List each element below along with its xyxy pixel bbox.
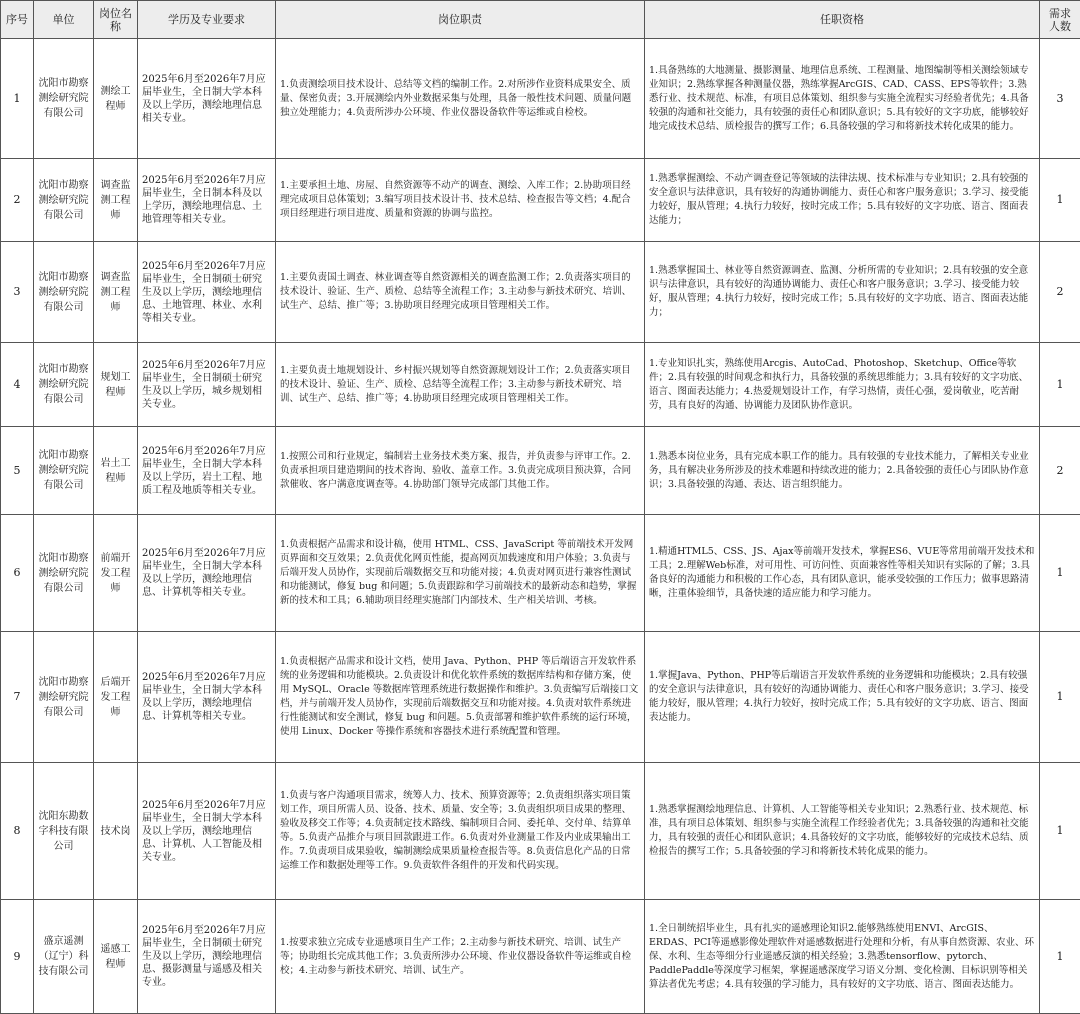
table-row xyxy=(1,343,1080,427)
row-unit: 盛京遥测（辽宁）科技有限公司 xyxy=(34,900,94,1014)
row-number: 4 xyxy=(1,343,34,427)
row-headcount: 3 xyxy=(1040,39,1080,159)
row-number: 7 xyxy=(1,632,34,763)
table-row xyxy=(1,242,1080,343)
row-headcount: 1 xyxy=(1040,632,1080,763)
row-number: 6 xyxy=(1,515,34,632)
row-position: 岩土工程师 xyxy=(94,427,138,515)
row-unit: 沈阳东勘数字科技有限公司 xyxy=(34,763,94,900)
row-duties: 1.负责根据产品需求和设计稿，使用 HTML、CSS、JavaScript 等前端技术开发网页界面和交互效果；2.负责优化网页性能，提高网页加载速度和用户体验；3.负责与后端开发人员协作，实现前后端数据交互和功能对接；4.负责对网页进行兼容性测试和功能测试，修复 bug 和问题；5.负责跟踪和学习前端技术的最新动态和趋势，掌握新的技术和工具；6.辅助项目经理实施部门内部技术、生产相关培训、考核。 xyxy=(276,515,645,632)
header-education: 学历及专业要求 xyxy=(138,1,276,39)
row-education: 2025年6月至2026年7月应届毕业生，全日制硕士研究生及以上学历，测绘地理信息、摄影测量与遥感及相关专业。 xyxy=(138,900,276,1014)
row-number: 5 xyxy=(1,427,34,515)
row-qualifications: 1.熟悉掌握测绘、不动产调查登记等领域的法律法规、技术标准与专业知识；2.具有较强的安全意识与法律意识，具有较好的沟通协调能力、责任心和客户服务意识；3.学习、接受能力较好，服从管理；4.执行力较好，按时完成工作；5.具有较好的文字功底、语言、图面表达能力； xyxy=(645,159,1040,242)
row-education: 2025年6月至2026年7月应届毕业生，全日制硕士研究生及以上学历，测绘地理信息、土地管理、林业、水利等相关专业。 xyxy=(138,242,276,343)
row-education: 2025年6月至2026年7月应届毕业生，全日制大学本科及以上学历，测绘地理信息相关专业。 xyxy=(138,39,276,159)
table-row xyxy=(1,427,1080,515)
row-position: 规划工程师 xyxy=(94,343,138,427)
row-unit: 沈阳市勘察测绘研究院有限公司 xyxy=(34,515,94,632)
row-duties: 1.主要承担土地、房屋、自然资源等不动产的调查、测绘、入库工作；2.协助项目经理完成项目总体策划；3.编写项目技术设计书、技术总结、检查报告等文档；4.配合项目经理进行项目进度、质量和资源的协调与监控。 xyxy=(276,159,645,242)
row-headcount: 2 xyxy=(1040,427,1080,515)
row-unit: 沈阳市勘察测绘研究院有限公司 xyxy=(34,242,94,343)
row-duties: 1.负责测绘项目技术设计、总结等文档的编制工作。2.对所涉作业资料成果安全、质量、保密负责；3.开展测绘内外业数据采集与处理，具备一般性技术问题、质量问题独立处理能力；4.负责所涉办公环境、作业仪器设备软件等运维或自检校。 xyxy=(276,39,645,159)
row-education: 2025年6月至2026年7月应届毕业生，全日制大学本科及以上学历，岩土工程、地质工程及地质等相关专业。 xyxy=(138,427,276,515)
row-education: 2025年6月至2026年7月应届毕业生，全日制大学本科及以上学历，测绘地理信息、计算机等相关专业。 xyxy=(138,632,276,763)
row-qualifications: 1.具备熟练的大地测量、摄影测量、地理信息系统、工程测量、地图编制等相关测绘领域专业知识；2.熟练掌握各种测量仪器，熟练掌握ArcGIS、CAD、CASS、EPS等软件；3.熟悉行业、技术规范、标准，有项目总体策划、组织参与实施全流程实习经验者优先；4.具备较强的沟通和社交能力，具有较强的责任心和团队意识；5.具有较好的文字功底，能够较好地完成技术总结、质检报告的撰写工作；6.具备较强的学习和将新技术转化成果的能力。 xyxy=(645,39,1040,159)
row-headcount: 1 xyxy=(1040,159,1080,242)
row-number: 1 xyxy=(1,39,34,159)
row-unit: 沈阳市勘察测绘研究院有限公司 xyxy=(34,632,94,763)
row-duties: 1.按要求独立完成专业遥感项目生产工作；2.主动参与新技术研究、培训、试生产等；协助组长完成其他工作；3.负责所涉办公环境、作业仪器设备软件等运维或自检校；4.主动参与新技术研究、培训、试生产。 xyxy=(276,900,645,1014)
row-education: 2025年6月至2026年7月应届毕业生，全日制硕士研究生及以上学历，城乡规划相关专业。 xyxy=(138,343,276,427)
header-row xyxy=(1,1,1080,39)
header-unit: 单位 xyxy=(34,1,94,39)
table-row xyxy=(1,515,1080,632)
table-row xyxy=(1,159,1080,242)
row-position: 技术岗 xyxy=(94,763,138,900)
row-education: 2025年6月至2026年7月应届毕业生，全日制大学本科及以上学历，测绘地理信息、计算机、人工智能及相关专业。 xyxy=(138,763,276,900)
row-position: 前端开发工程师 xyxy=(94,515,138,632)
row-position: 调查监测工程师 xyxy=(94,242,138,343)
row-qualifications: 1.熟悉本岗位业务，具有完成本职工作的能力。具有较强的专业技术能力，了解相关专业业务，具有解决业务所涉及的技术难题和持续改进的能力；2.具备较强的责任心与团队协作意识；3.具备较强的沟通、表达、语言组织能力。 xyxy=(645,427,1040,515)
row-number: 3 xyxy=(1,242,34,343)
row-qualifications: 1.熟悉掌握测绘地理信息、计算机、人工智能等相关专业知识；2.熟悉行业、技术规范、标准，具有项目总体策划、组织参与实施全流程工作经验者优先；3.具备较强的沟通和社交能力，具有较强的责任心和团队意识；4.具备较好的文字功底，能够较好的完成技术总结、质检报告的撰写工作；5.具备较强的学习和将新技术转化成果的能力。 xyxy=(645,763,1040,900)
row-position: 调查监测工程师 xyxy=(94,159,138,242)
row-position: 测绘工程师 xyxy=(94,39,138,159)
header-headcount: 需求人数 xyxy=(1040,1,1080,39)
header-position: 岗位名称 xyxy=(94,1,138,39)
table-row xyxy=(1,763,1080,900)
row-position: 后端开发工程师 xyxy=(94,632,138,763)
header-num: 序号 xyxy=(1,1,34,39)
row-duties: 1.按照公司和行业规定，编制岩土业务技术类方案、报告，并负责参与评审工作。2.负责承担项目建造期间的技术咨询、验收、盖章工作。3.负责完成项目预决算，合同款催收、客户满意度调查等。4.协助部门领导完成部门其他工作。 xyxy=(276,427,645,515)
row-headcount: 1 xyxy=(1040,763,1080,900)
table-row xyxy=(1,632,1080,763)
row-qualifications: 1.精通HTML5、CSS、JS、Ajax等前端开发技术，掌握ES6、VUE等常用前端开发技术和工具；2.理解Web标准，对可用性、可访问性、页面兼容性等相关知识有实际的了解；3.具备良好的沟通能力和积极的工作心态，具有团队意识，能承受较强的工作压力；做事思路清晰，注重体验细节，具备快速的适应能力和学习能力。 xyxy=(645,515,1040,632)
table-row xyxy=(1,900,1080,1014)
row-headcount: 1 xyxy=(1040,515,1080,632)
row-duties: 1.负责根据产品需求和设计文档，使用 Java、Python、PHP 等后端语言开发软件系统的业务逻辑和功能模块。2.负责设计和优化软件系统的数据库结构和存储方案，使用 MySQL、Oracle 等数据库管理系统进行数据操作和维护。3.负责编写后端接口文档，并与前端开发人员协作，实现前后端数据交互和功能对接。4.负责对软件系统进行性能测试和安全测试，修复 bug 和问题。5.负责部署和维护软件系统的运行环境，使用 Linux、Docker 等操作系统和容器技术进行系统配置和管理。 xyxy=(276,632,645,763)
row-unit: 沈阳市勘察测绘研究院有限公司 xyxy=(34,39,94,159)
row-education: 2025年6月至2026年7月应届毕业生，全日制本科及以上学历，测绘地理信息、土地管理等相关专业。 xyxy=(138,159,276,242)
row-number: 9 xyxy=(1,900,34,1014)
row-number: 8 xyxy=(1,763,34,900)
row-qualifications: 1.专业知识扎实，熟练使用Arcgis、AutoCad、Photoshop、Sketchup、Office等软件；2.具有较强的时间观念和执行力，具备较强的系统思维能力；3.具有较好的文字功底、语言、图面表达能力；4.热爱规划设计工作，有学习热情，责任心强，爱岗敬业，吃苦耐劳，具有良好的沟通、协调能力及团队协作意识。 xyxy=(645,343,1040,427)
row-duties: 1.负责与客户沟通项目需求，统筹人力、技术、预算资源等；2.负责组织落实项目策划工作，项目所需人员、设备、技术、质量、安全等；3.负责组织项目成果的整理、验收及移交工作等；4.负责制定技术路线、编制项目合同、委托单、交付单、结算单等。5.负责产品推介与项目回款跟进工作。6.负责对外业测量工作及内业成果输出工作。7.负责项目成果验收，编制测绘成果质量检查报告等。8.负责信息化产品的日常运维工作和数据处理等工作。9.负责软件各组件的开发和代码实现。 xyxy=(276,763,645,900)
header-duties: 岗位职责 xyxy=(276,1,645,39)
row-qualifications: 1.熟悉掌握国土、林业等自然资源调查、监测、分析所需的专业知识；2.具有较强的安全意识与法律意识，具有较好的沟通协调能力、责任心和客户服务意识；3.学习、接受能力较好，服从管理；4.执行力较好，按时完成工作；5.具有较好的文字功底、语言、图面表达能力； xyxy=(645,242,1040,343)
row-headcount: 1 xyxy=(1040,343,1080,427)
row-education: 2025年6月至2026年7月应届毕业生，全日制大学本科及以上学历，测绘地理信息、计算机等相关专业。 xyxy=(138,515,276,632)
table-row xyxy=(1,39,1080,159)
row-headcount: 1 xyxy=(1040,900,1080,1014)
row-unit: 沈阳市勘察测绘研究院有限公司 xyxy=(34,159,94,242)
row-qualifications: 1.掌握Java、Python、PHP等后端语言开发软件系统的业务逻辑和功能模块；2.具有较强的安全意识与法律意识，具有较好的沟通协调能力、责任心和客户服务意识；3.学习、接受能力较好，服从管理；4.执行力较好，按时完成工作；5.具有较好的文字功底、语言、图面表达能力。 xyxy=(645,632,1040,763)
row-unit: 沈阳市勘察测绘研究院有限公司 xyxy=(34,427,94,515)
row-number: 2 xyxy=(1,159,34,242)
row-position: 遥感工程师 xyxy=(94,900,138,1014)
header-qualifications: 任职资格 xyxy=(645,1,1040,39)
row-headcount: 2 xyxy=(1040,242,1080,343)
row-qualifications: 1.全日制统招毕业生，具有扎实的遥感理论知识2.能够熟练使用ENVI、ArcGIS、ERDAS、PCI等遥感影像处理软件对遥感数据进行处理和分析，有从事自然资源、农业、环保、水利、生态等细分行业遥感反演的相关经验；3.熟悉tensorflow、pytorch、PaddlePaddle等深度学习框架，掌握遥感深度学习语义分割、变化检测、目标识别等相关算法者优先考虑；4.具有较强的学习能力，具有较好的文字功底、语言、图面表达能力。 xyxy=(645,900,1040,1014)
row-unit: 沈阳市勘察测绘研究院有限公司 xyxy=(34,343,94,427)
row-duties: 1.主要负责土地规划设计、乡村振兴规划等自然资源规划设计工作；2.负责落实项目的技术设计、验证、生产、质检、总结等全流程工作；3.主动参与新技术研究、培训、试生产、总结、推广等；4.协助项目经理完成项目管理相关工作。 xyxy=(276,343,645,427)
row-duties: 1.主要负责国土调查、林业调查等自然资源相关的调查监测工作；2.负责落实项目的技术设计、验证、生产、质检、总结等全流程工作；3.主动参与新技术研究、培训、试生产、总结、推广等；3.协助项目经理完成项目管理相关工作。 xyxy=(276,242,645,343)
